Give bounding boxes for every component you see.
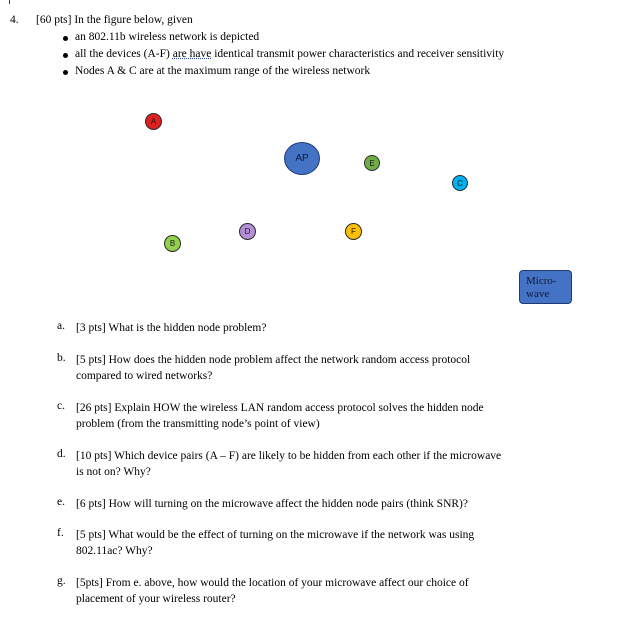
- node-b-label: B: [169, 239, 176, 248]
- page-edge-mark: [9, 0, 10, 4]
- subquestion-c-letter: c.: [57, 400, 65, 412]
- node-d-label: D: [244, 227, 251, 236]
- tracked-change-text: are have: [172, 48, 212, 60]
- node-f-label: F: [351, 227, 356, 236]
- subquestion-a-letter: a.: [57, 320, 65, 332]
- node-e-label: E: [369, 158, 375, 168]
- node-b: [164, 235, 181, 252]
- node-d: [239, 223, 256, 240]
- bullet-text: an 802.11b wireless network is depicted: [75, 31, 260, 43]
- subquestion-c-text: [26 pts] Explain HOW the wireless LAN random access protocol solves the hidden node problem (from the transmitting node’s point of view): [76, 402, 484, 430]
- microwave-label-line2: wave: [526, 288, 550, 300]
- subquestion-a-text: [3 pts] What is the hidden node problem?: [76, 322, 267, 334]
- subquestion-b-letter: b.: [57, 352, 66, 364]
- subquestion-e-letter: e.: [57, 496, 65, 508]
- question-number: 4.: [10, 14, 19, 26]
- subquestion-b-text: [5 pts] How does the hidden node problem affect the network random access protocol compared to wired networks?: [76, 354, 471, 382]
- microwave-box: [519, 270, 572, 304]
- question-title: [60 pts] In the figure below, given: [36, 14, 193, 26]
- subquestion-e-text: [6 pts] How will turning on the microwave affect the hidden node pairs (think SNR)?: [76, 498, 468, 510]
- subquestion-d-letter: d.: [57, 448, 66, 460]
- node-a: [145, 113, 162, 130]
- bullet-dot-icon: [63, 70, 68, 75]
- bullet-dot-icon: [63, 36, 68, 41]
- node-f: [345, 223, 362, 240]
- node-c: [452, 175, 468, 191]
- node-e: [364, 155, 380, 171]
- bullet-text: all the devices (A-F) are have identical transmit power characteristics and receiver sensitivity: [75, 48, 505, 60]
- subquestion-d-text: [10 pts] Which device pairs (A – F) are likely to be hidden from each other if the microwave is not on? Why?: [76, 450, 502, 478]
- subquestion-g-text: [5pts] From e. above, how would the location of your microwave affect our choice of placement of your wireless router?: [76, 577, 469, 605]
- access-point-label: AP: [295, 153, 309, 164]
- access-point-node: [284, 142, 320, 175]
- node-c-label: C: [457, 178, 463, 188]
- node-a-label: A: [150, 117, 157, 126]
- subquestion-g-letter: g.: [57, 575, 66, 587]
- microwave-label-line1: Micro-: [526, 275, 557, 287]
- bullet-dot-icon: [63, 53, 68, 58]
- subquestion-f-letter: f.: [57, 527, 64, 539]
- subquestion-f-text: [5 pts] What would be the effect of turning on the microwave if the network was using 802.11ac? Why?: [76, 529, 475, 557]
- bullet-text: Nodes A & C are at the maximum range of the wireless network: [75, 65, 371, 77]
